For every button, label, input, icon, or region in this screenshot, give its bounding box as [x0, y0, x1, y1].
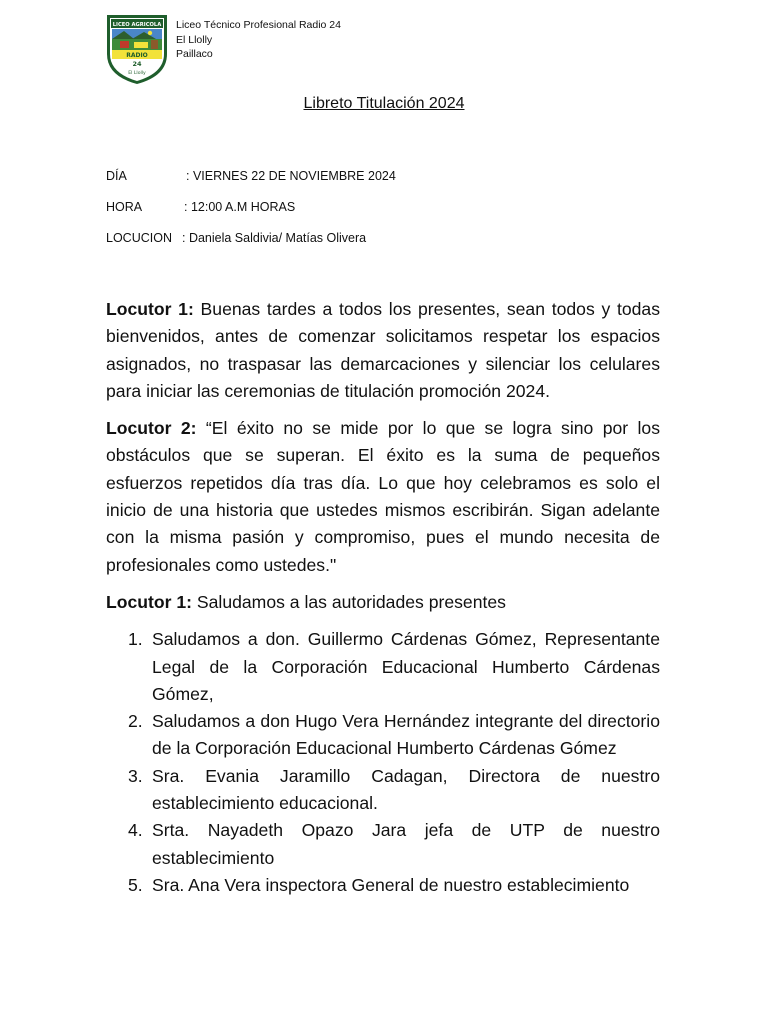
paragraph-text: Saludamos a las autoridades presentes	[192, 591, 506, 612]
info-row-hora	[106, 200, 295, 214]
paragraph-text: Buenas tardes a todos los presentes, sean todos y todas bienvenidos, antes de comenzar solicitamos respetar los espacios asignados, no traspasar las demarcaciones y silenciar los celulares para iniciar las ceremonias de titulación promoción 2024.	[106, 299, 660, 401]
list-item-number: 3.	[128, 765, 143, 786]
info-label-locucion: LOCUCION	[106, 231, 172, 245]
paragraph-locutor-1-welcome	[106, 296, 660, 405]
info-value-hora: : 12:00 A.M HORAS	[184, 200, 296, 214]
list-item	[106, 763, 660, 818]
school-location-line-1: El Llolly	[176, 33, 213, 46]
list-item	[106, 626, 660, 708]
authorities-list	[106, 626, 660, 899]
school-info-block	[176, 18, 341, 62]
logo-top-text: LICEO AGRICOLA	[112, 22, 162, 28]
list-item-text: Sra. Ana Vera inspectora General de nuestro establecimiento	[152, 874, 630, 895]
logo-middle-text: RADIO	[126, 52, 148, 59]
logo-bottom-text: El Llolly	[128, 71, 146, 76]
info-row-locucion	[106, 231, 366, 245]
info-value-locucion: : Daniela Saldivia/ Matías Olivera	[182, 231, 367, 245]
paragraph-locutor-2-quote	[106, 415, 660, 579]
list-item	[106, 872, 660, 899]
info-label-hora: HORA	[106, 200, 143, 214]
list-item	[106, 817, 660, 872]
paragraph-text: “El éxito no se mide por lo que se logra sino por los obstáculos que se superan. El éxito es la suma de pequeños esfuerzos repetidos día tras día. Lo que hoy celebramos es solo el inicio de una historia que ustedes mismos escribirán. Sigan adelante con la misma pasión y compromiso, pues el mundo necesita de profesionales como ustedes."	[106, 418, 661, 575]
speaker-label: Locutor 1:	[106, 299, 194, 319]
list-item-number: 1.	[128, 629, 143, 650]
list-item-text: Saludamos a don. Guillermo Cárdenas Gómez, Representante Legal de la Corporación Educacional Humberto Cárdenas Gómez,	[152, 629, 660, 704]
document-title: Libreto Titulación 2024	[303, 95, 465, 112]
school-name: Liceo Técnico Profesional Radio 24	[176, 19, 341, 31]
script-body	[106, 296, 660, 899]
list-item-text: Saludamos a don Hugo Vera Hernández integrante del directorio de la Corporación Educacional Humberto Cárdenas Gómez	[152, 711, 660, 759]
list-item-number: 5.	[128, 874, 143, 895]
school-crest-logo	[104, 12, 170, 86]
info-value-dia: : VIERNES 22 DE NOVIEMBRE 2024	[186, 169, 396, 183]
logo-number: 24	[132, 60, 142, 68]
speaker-label: Locutor 1:	[106, 591, 193, 612]
info-label-dia: DÍA	[106, 169, 127, 183]
list-item-text: Sra. Evania Jaramillo Cadagan, Directora de nuestro establecimiento educacional.	[152, 765, 660, 814]
list-item	[106, 708, 660, 763]
list-item-text: Srta. Nayadeth Opazo Jara jefa de UTP de nuestro establecimiento	[152, 820, 660, 868]
paragraph-locutor-1-authorities	[106, 589, 660, 616]
list-item-number: 2.	[128, 711, 143, 732]
list-item-number: 4.	[128, 820, 143, 841]
info-row-dia	[106, 169, 396, 183]
speaker-label: Locutor 2:	[106, 418, 197, 439]
school-location-line-2: Paillaco	[176, 48, 213, 60]
